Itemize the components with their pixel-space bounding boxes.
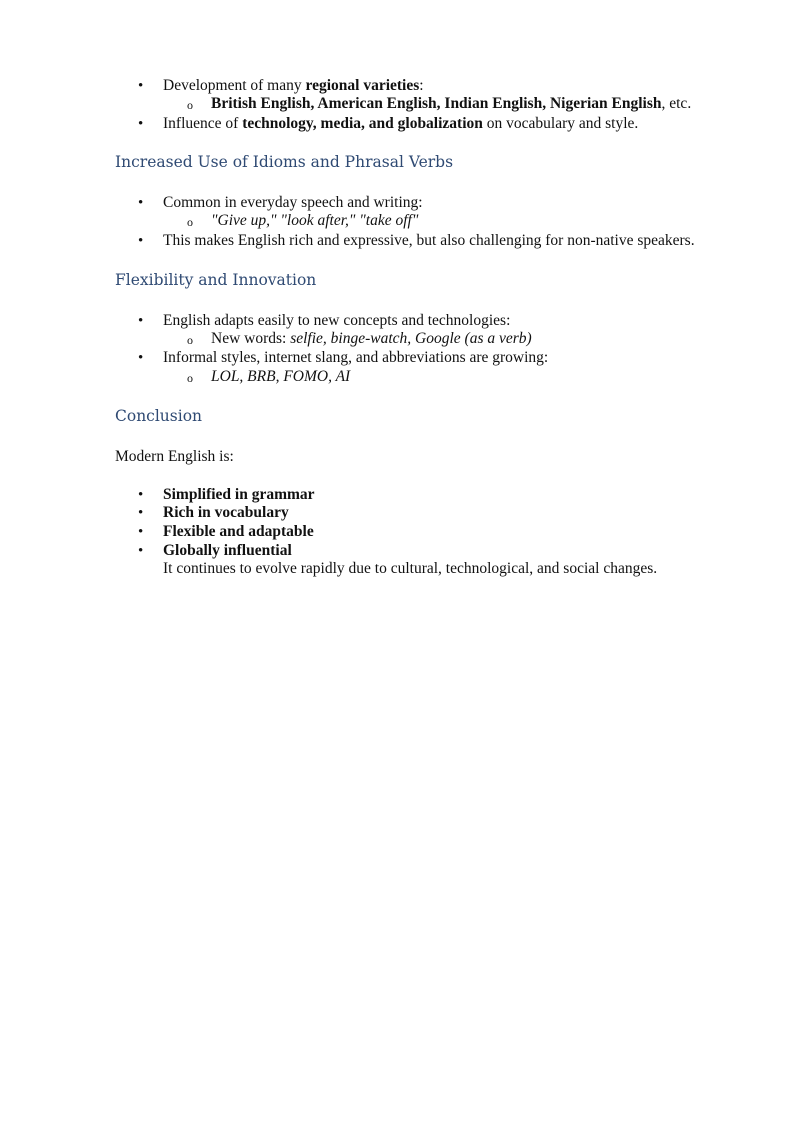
sub-list-bullet: o (187, 98, 193, 112)
list-item-conclusion: Simplified in grammar (163, 486, 315, 503)
conclusion-closing: It continues to evolve rapidly due to cultural, technological, and social changes. (163, 560, 658, 577)
list-item-adapts: English adapts easily to new concepts and technologies: (163, 312, 511, 329)
list-item-technology-influence: Influence of technology, media, and globalization on vocabulary and style. (163, 115, 639, 132)
list-item-common-usage: Common in everyday speech and writing: (163, 194, 423, 211)
heading-conclusion: Conclusion (115, 407, 203, 425)
list-item-conclusion: Rich in vocabulary (163, 504, 289, 521)
list-item-conclusion: Globally influential (163, 542, 292, 559)
sub-list-item-new-words: New words: selfie, binge-watch, Google (as a verb) (211, 330, 532, 347)
list-bullet: • (138, 78, 144, 94)
list-item-rich-expressive: This makes English rich and expressive, but also challenging for non-native speakers. (163, 232, 695, 249)
list-item-regional-varieties: Development of many regional varieties: (163, 77, 424, 94)
sub-list-bullet: o (187, 215, 193, 229)
sub-list-item-abbreviations: LOL, BRB, FOMO, AI (211, 368, 351, 385)
list-bullet: • (138, 524, 144, 540)
heading-idioms: Increased Use of Idioms and Phrasal Verbs (115, 153, 454, 171)
conclusion-intro: Modern English is: (115, 448, 234, 465)
sub-list-item-varieties: British English, American English, Indian English, Nigerian English, etc. (211, 95, 692, 112)
list-bullet: • (138, 233, 144, 249)
list-bullet: • (138, 487, 144, 503)
list-bullet: • (138, 350, 144, 366)
heading-flexibility: Flexibility and Innovation (115, 271, 317, 289)
sub-list-item-phrasal-verbs: "Give up," "look after," "take off" (211, 212, 419, 229)
list-item-informal-styles: Informal styles, internet slang, and abbreviations are growing: (163, 349, 549, 366)
list-bullet: • (138, 543, 144, 559)
sub-list-bullet: o (187, 333, 193, 347)
list-bullet: • (138, 195, 144, 211)
list-bullet: • (138, 505, 144, 521)
sub-list-bullet: o (187, 371, 193, 385)
list-item-conclusion: Flexible and adaptable (163, 523, 314, 540)
list-bullet: • (138, 116, 144, 132)
list-bullet: • (138, 313, 144, 329)
